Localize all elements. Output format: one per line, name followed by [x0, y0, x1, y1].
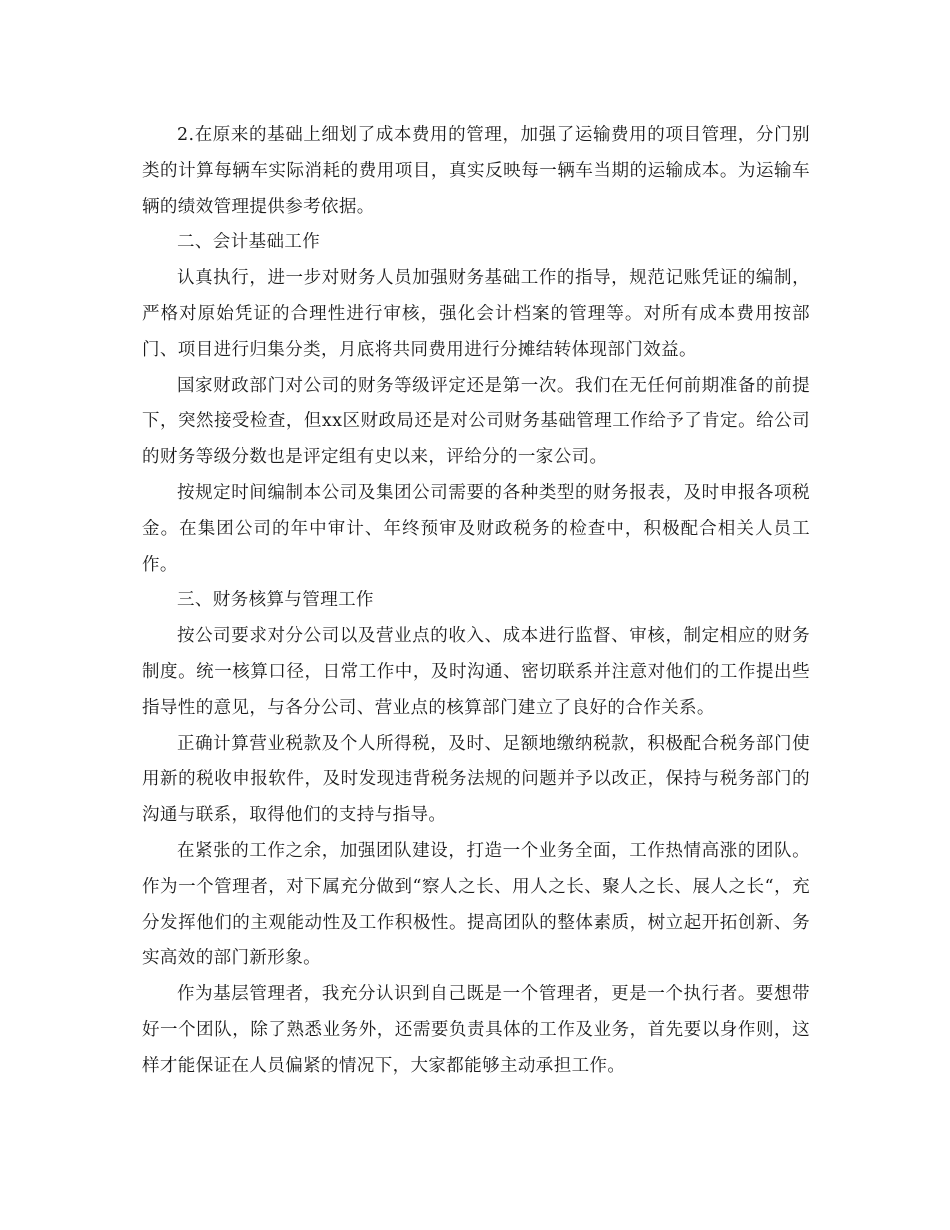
paragraph-financial-reports: 按规定时间编制本公司及集团公司需要的各种类型的财务报表，及时申报各项税金。在集团公司的年中审计、年终预审及财政税务的检查中，积极配合相关人员工作。	[142, 482, 810, 575]
paragraph-tax-payment: 正确计算营业税款及个人所得税，及时、足额地缴纳税款，积极配合税务部门使用新的税收申报软件，及时发现违背税务法规的问题并予以改正，保持与税务部门的沟通与联系，取得他们的支持与指导。	[142, 733, 810, 826]
document-body	[142, 118, 810, 1085]
paragraph-leadership: 作为基层管理者，我充分认识到自己既是一个管理者，更是一个执行者。要想带好一个团队，除了熟悉业务外，还需要负责具体的工作及业务，首先要以身作则，这样才能保证在人员偏紧的情况下，大家都能够主动承担工作。	[142, 984, 810, 1076]
paragraph-team-building: 在紧张的工作之余，加强团队建设，打造一个业务全面，工作热情高涨的团队。作为一个管理者，对下属充分做到“察人之长、用人之长、聚人之长、展人之长“，充分发挥他们的主观能动性及工作积极性。提高团队的整体素质，树立起开拓创新、务实高效的部门新形象。	[142, 840, 810, 969]
paragraph-cost-management: 2.在原来的基础上细划了成本费用的管理，加强了运输费用的项目管理，分门别类的计算每辆车实际消耗的费用项目，真实反映每一辆车当期的运输成本。为运输车辆的绩效管理提供参考依据。	[142, 125, 810, 217]
section-heading-accounting-basics: 二、会计基础工作	[177, 232, 321, 253]
paragraph-branch-supervision: 按公司要求对分公司以及营业点的收入、成本进行监督、审核，制定相应的财务制度。统一核算口径，日常工作中，及时沟通、密切联系并注意对他们的工作提出些指导性的意见，与各分公司、营业点的核算部门建立了良好的合作关系。	[142, 626, 810, 718]
section-heading-accounting-management: 三、财务核算与管理工作	[177, 590, 374, 611]
paragraph-accounting-guidance: 认真执行，进一步对财务人员加强财务基础工作的指导，规范记账凭证的编制，严格对原始凭证的合理性进行审核，强化会计档案的管理等。对所有成本费用按部门、项目进行归集分类，月底将共同费用进行分摊结转体现部门效益。	[142, 268, 810, 360]
paragraph-financial-rating: 国家财政部门对公司的财务等级评定还是第一次。我们在无任何前期准备的前提下，突然接受检查，但xx区财政局还是对公司财务基础管理工作给予了肯定。给公司的财务等级分数也是评定组有史以来，评给分的一家公司。	[142, 375, 810, 468]
